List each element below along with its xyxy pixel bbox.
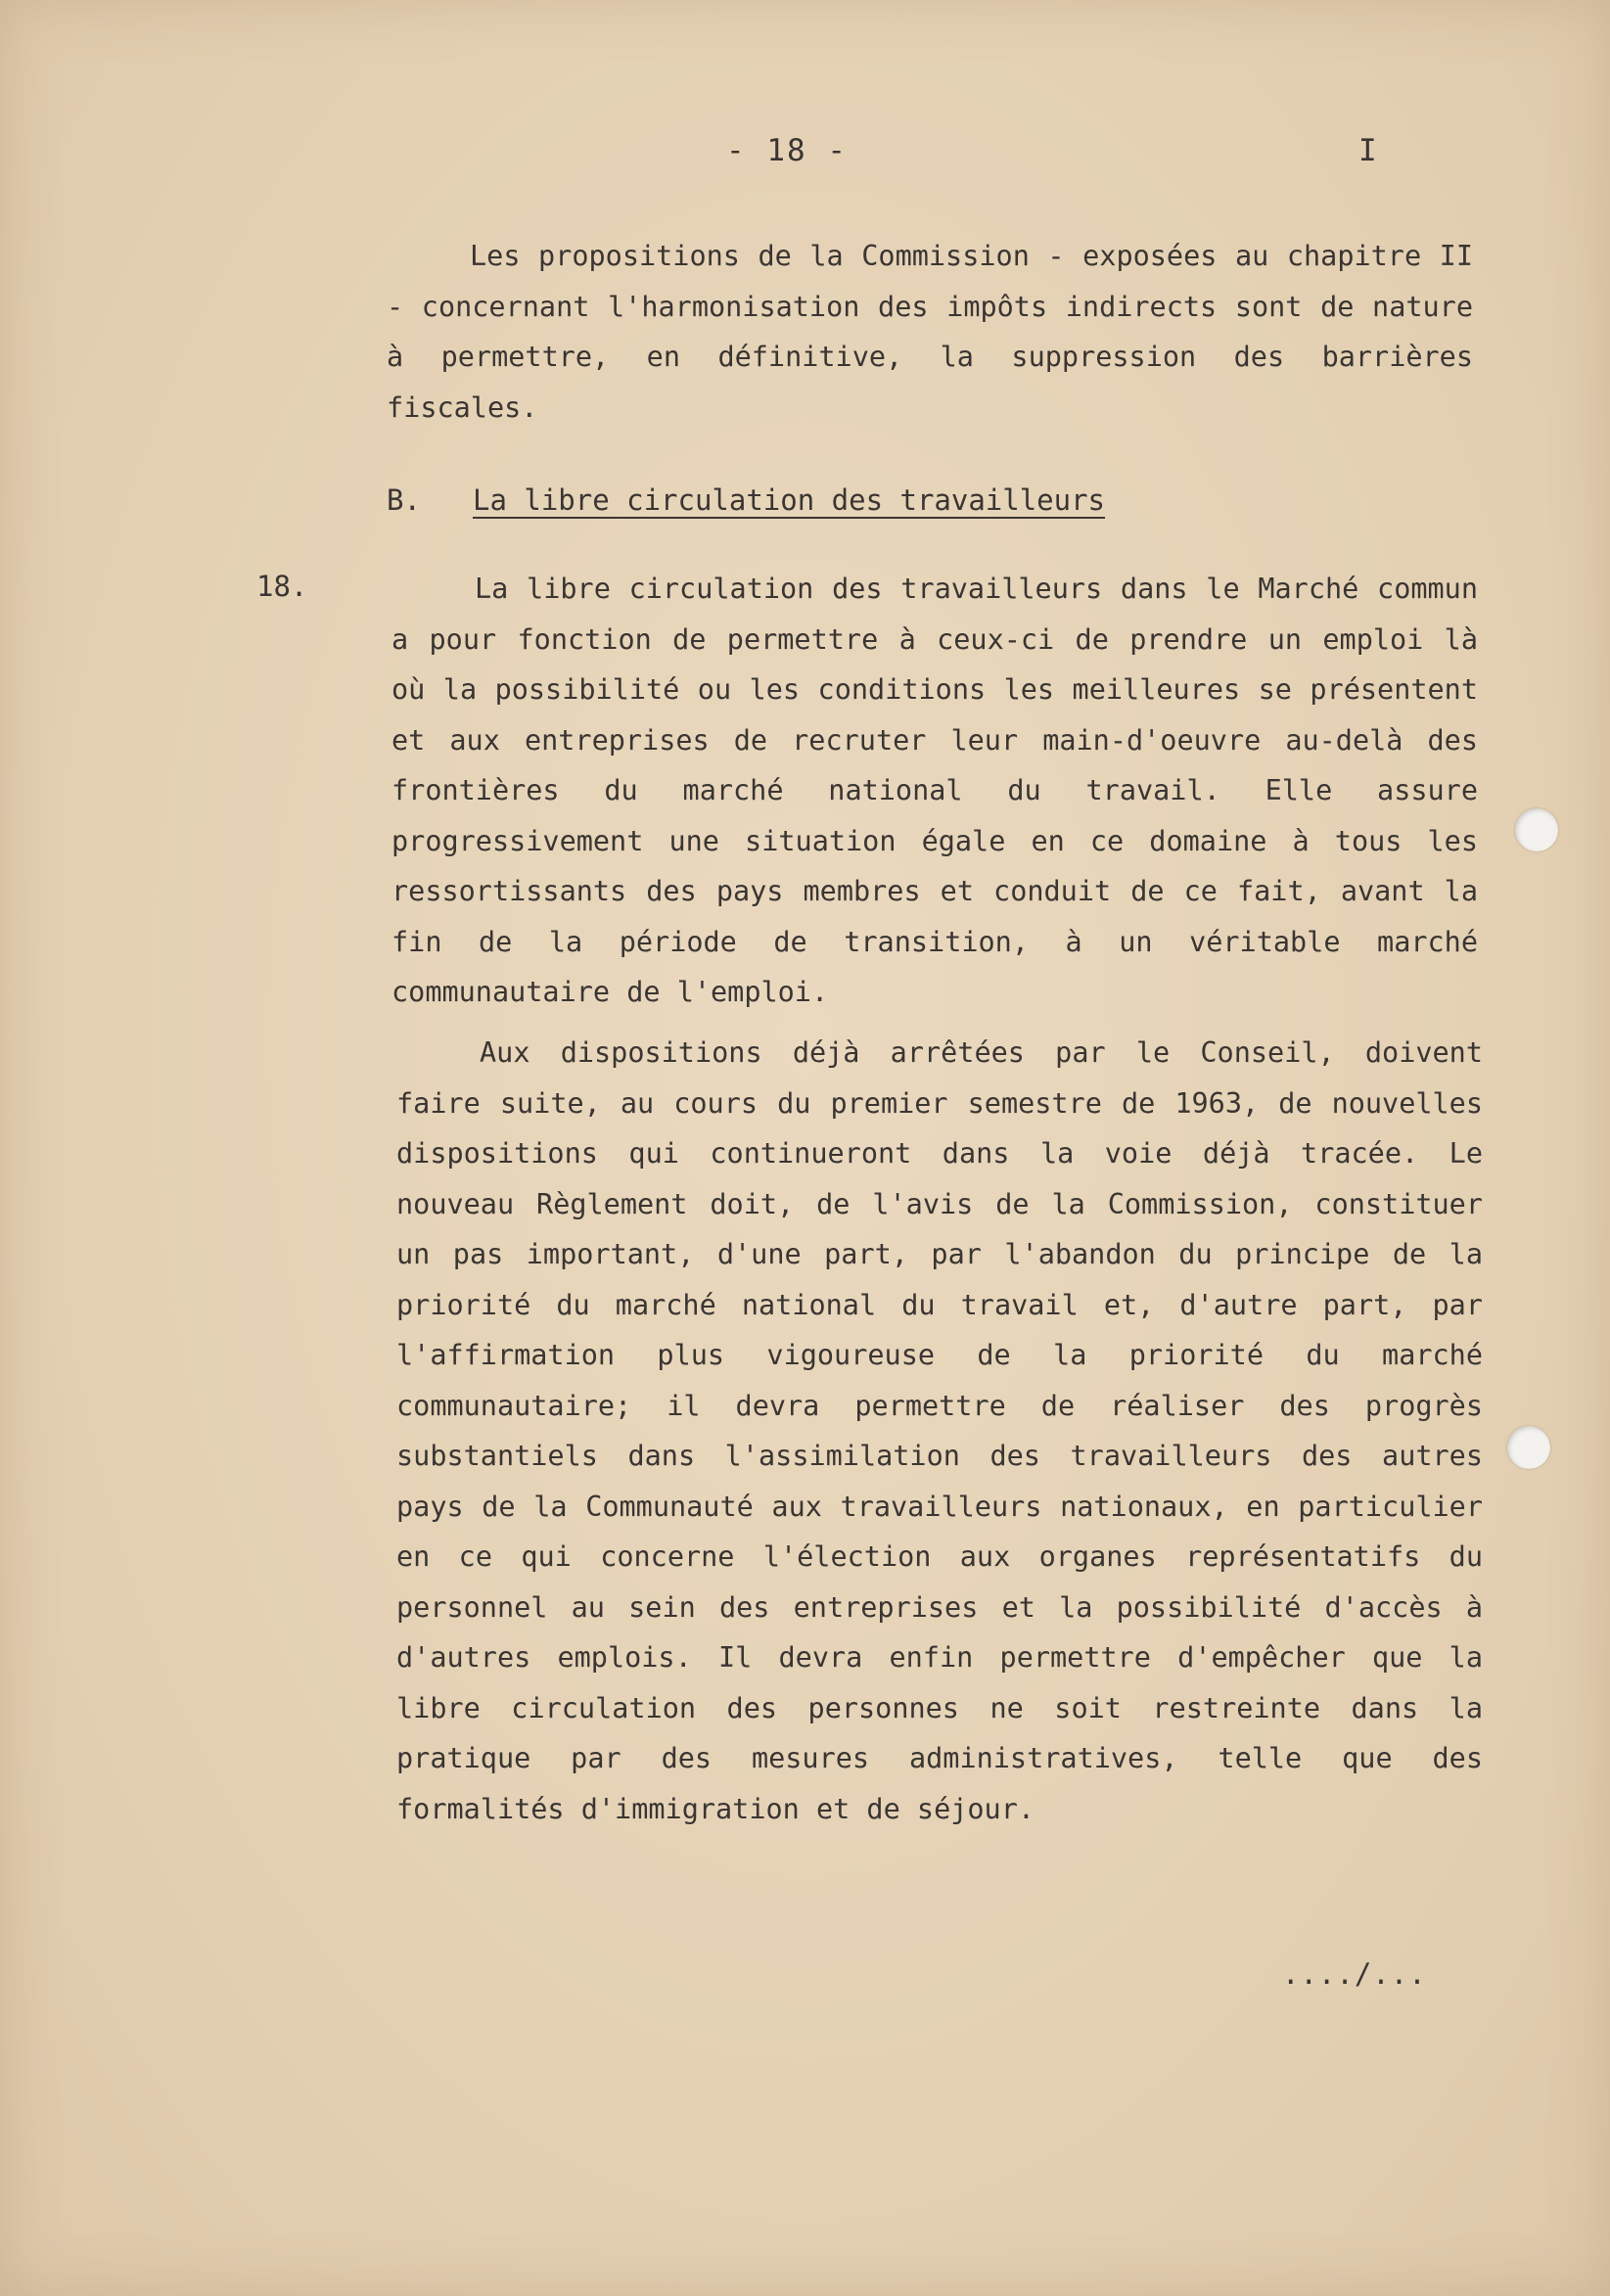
- section-title: La libre circulation des travailleurs: [473, 483, 1106, 517]
- continuation-mark: ..../...: [1282, 1957, 1427, 1991]
- section-mark: I: [1358, 133, 1377, 168]
- paragraph-18: [391, 564, 1478, 1018]
- paragraph-18-continued-text: Aux dispositions déjà arrêtées par le Conseil, doivent faire suite, au cours du premier semestre de 1963, de nouvelles dispositions qui continueront dans la voie déjà tracée. Le nouveau Règlement doit, de l'avis de la Commission, constituer un pas important, d'une part, par l'abandon du principe de la priorité du marché national du travail et, d'autre part, par l'affirmation plus vigoureuse de la priorité du marché communautaire; il devra permettre de réaliser des progrès substantiels dans l'assimilation des travailleurs des autres pays de la Communauté aux travailleurs nationaux, en particulier en ce qui concerne l'élection aux organes représentatifs du personnel au sein des entreprises et la possibilité d'accès à d'autres emplois. Il devra enfin permettre d'empêcher que la libre circulation des personnes ne soit restreinte dans la pratique par des mesures administratives, telle que des formalités d'immigration et de séjour.: [396, 1036, 1483, 1825]
- page-number: - 18 -: [726, 133, 848, 168]
- intro-paragraph-text: Les propositions de la Commission - exposées au chapitre II - concernant l'harmonisation des impôts indirects sont de nature à permettre, en définitive, la suppression des barrières fiscales.: [387, 240, 1473, 424]
- paragraph-number: 18.: [256, 570, 308, 603]
- punch-hole: [1507, 1426, 1550, 1469]
- intro-paragraph: [387, 231, 1473, 433]
- paragraph-18-continued: [396, 1028, 1483, 1834]
- section-letter: B.: [387, 483, 421, 517]
- paragraph-18-text: La libre circulation des travailleurs dans le Marché commun a pour fonction de permettre à ceux-ci de prendre un emploi là où la possibilité ou les conditions les meilleures se présentent et aux entreprises de recruter leur main-d'oeuvre au-delà des frontières du marché national du travail. Elle assure progressivement une situation égale en ce domaine à tous les ressortissants des pays membres et conduit de ce fait, avant la fin de la période de transition, à un véritable marché communautaire de l'emploi.: [391, 573, 1478, 1008]
- punch-hole: [1515, 808, 1558, 851]
- section-heading: [387, 483, 1105, 517]
